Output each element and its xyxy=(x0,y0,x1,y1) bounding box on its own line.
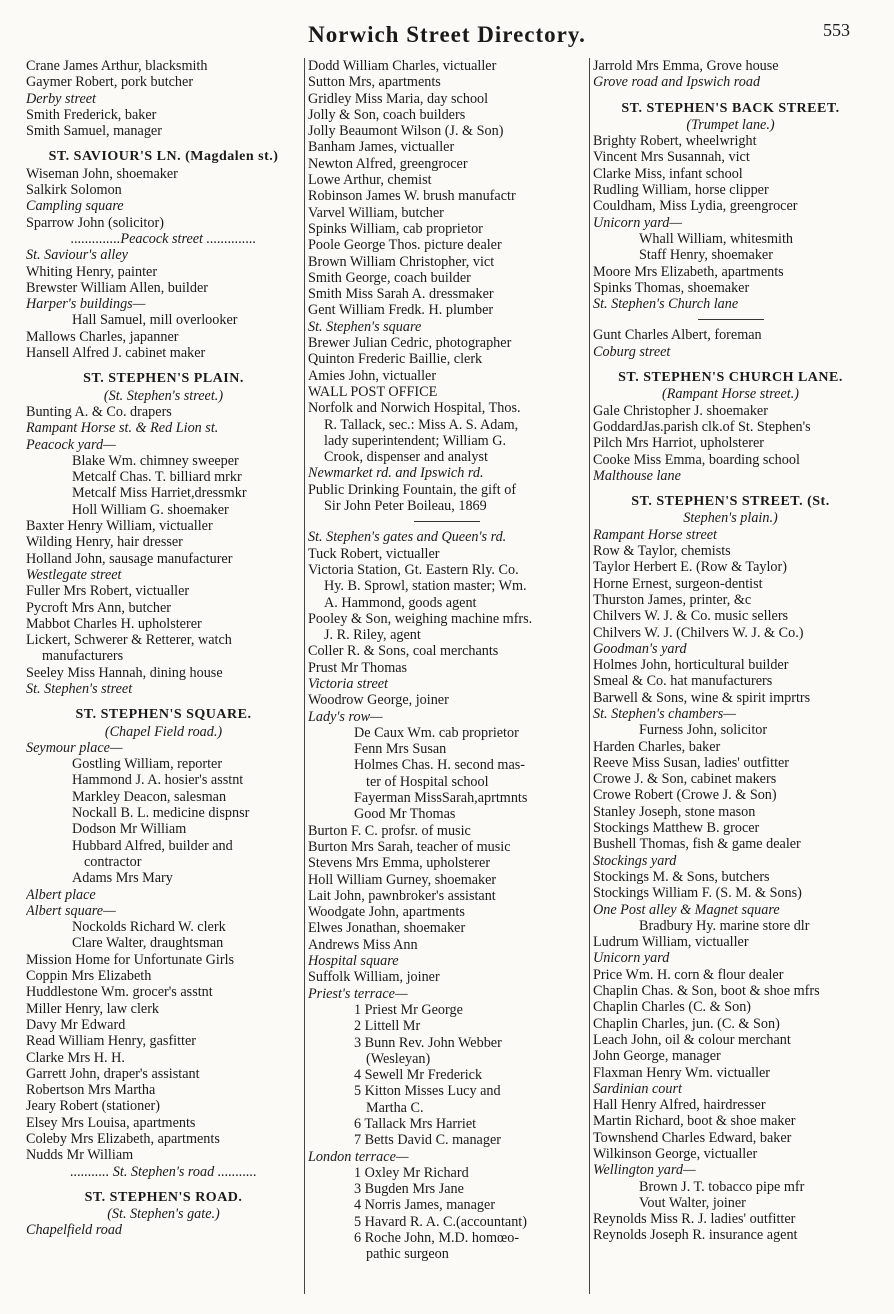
directory-entry: Bunting A. & Co. drapers xyxy=(26,403,172,420)
directory-entry: Wilding Henry, hair dresser xyxy=(26,534,183,551)
directory-entry: Seeley Miss Hannah, dining house xyxy=(26,664,223,681)
directory-entry: Blake Wm. chimney sweeper xyxy=(72,452,239,469)
street-reference: Lady's row— xyxy=(308,708,383,725)
street-subheading: (Trumpet lane.) xyxy=(686,116,775,133)
directory-entry: 6 Roche John, M.D. homœo- xyxy=(354,1230,520,1247)
directory-entry: Bradbury Hy. marine store dlr xyxy=(639,917,810,934)
directory-entry: Reynolds Miss R. J. ladies' outfitter xyxy=(593,1211,796,1228)
directory-entry: Gostling William, reporter xyxy=(72,756,223,773)
directory-entry: Smith Miss Sarah A. dressmaker xyxy=(308,286,494,303)
street-subheading: (Chapel Field road.) xyxy=(104,723,223,740)
directory-entry: Holmes John, horticultural builder xyxy=(593,657,789,674)
directory-entry: Brewer Julian Cedric, photographer xyxy=(308,335,512,352)
directory-entry: Flaxman Henry Wm. victualler xyxy=(593,1064,771,1081)
directory-entry: Miller Henry, law clerk xyxy=(26,1000,160,1017)
street-reference: Campling square xyxy=(26,198,124,215)
directory-entry: Smeal & Co. hat manufacturers xyxy=(593,673,773,690)
directory-entry: Furness John, solicitor xyxy=(639,722,768,739)
street-reference: Hospital square xyxy=(308,953,399,970)
directory-entry: Horne Ernest, surgeon-dentist xyxy=(593,575,763,592)
directory-entry: Chilvers W. J. (Chilvers W. J. & Co.) xyxy=(593,624,804,641)
directory-entry: Burton Mrs Sarah, teacher of music xyxy=(308,838,511,855)
directory-entry: Woodgate John, apartments xyxy=(308,904,465,921)
directory-entry: Price Wm. H. corn & flour dealer xyxy=(593,966,784,983)
street-reference: Albert place xyxy=(26,886,96,903)
directory-entry: 5 Kitton Misses Lucy and xyxy=(354,1083,501,1100)
directory-entry: 1 Priest Mr George xyxy=(354,1001,463,1018)
directory-entry: Tuck Robert, victualler xyxy=(308,545,440,562)
street-reference: Westlegate street xyxy=(26,566,122,583)
directory-entry: Metcalf Chas. T. billiard mrkr xyxy=(72,469,242,486)
directory-entry: Nockall B. L. medicine dispnsr xyxy=(72,805,250,822)
directory-entry: Reynolds Joseph R. insurance agent xyxy=(593,1227,798,1244)
street-heading: ST. STEPHEN'S STREET. (St. xyxy=(631,494,830,510)
directory-entry: Leach John, oil & colour merchant xyxy=(593,1031,791,1048)
directory-entry: Suffolk William, joiner xyxy=(308,969,440,986)
directory-entry: Mallows Charles, japanner xyxy=(26,328,179,345)
directory-entry: Holmes Chas. H. second mas- xyxy=(354,757,526,774)
directory-entry: Vincent Mrs Susannah, vict xyxy=(593,149,750,166)
directory-entry: Huddlestone Wm. grocer's asstnt xyxy=(26,984,213,1001)
directory-entry: Holl William Gurney, shoemaker xyxy=(308,871,497,888)
directory-entry: Crane James Arthur, blacksmith xyxy=(26,58,208,74)
directory-entry: Clare Walter, draughtsman xyxy=(72,935,224,952)
street-reference: Sardinian court xyxy=(593,1080,682,1097)
section-rule xyxy=(414,521,480,522)
directory-entry: Varvel William, butcher xyxy=(308,204,444,221)
directory-entry: Brewster William Allen, builder xyxy=(26,279,208,296)
directory-entry: Pycroft Mrs Ann, butcher xyxy=(26,599,172,616)
directory-entry: Stockings Matthew B. grocer xyxy=(593,820,760,837)
directory-entry: Hall Henry Alfred, hairdresser xyxy=(593,1097,766,1114)
directory-entry: Coller R. & Sons, coal merchants xyxy=(308,643,499,660)
street-reference: St. Stephen's chambers— xyxy=(593,705,736,722)
directory-entry: 3 Bugden Mrs Jane xyxy=(354,1181,464,1198)
directory-entry: Nockolds Richard W. clerk xyxy=(72,919,226,936)
street-heading: ST. STEPHEN'S PLAIN. xyxy=(83,371,244,387)
directory-entry: Andrews Miss Ann xyxy=(308,936,418,953)
page-header xyxy=(0,18,894,52)
street-reference: Rampant Horse street xyxy=(593,526,717,543)
directory-entry: Moore Mrs Elizabeth, apartments xyxy=(593,263,784,280)
directory-entry: Stanley Joseph, stone mason xyxy=(593,803,756,820)
directory-entry: Pilch Mrs Harriot, upholsterer xyxy=(593,435,765,452)
directory-entry: GoddardJas.parish clk.of St. Stephen's xyxy=(593,418,811,435)
street-heading: ST. STEPHEN'S SQUARE. xyxy=(75,707,252,723)
column-left xyxy=(26,58,301,1294)
directory-entry: Pooley & Son, weighing machine mfrs. xyxy=(308,610,533,627)
street-crossing: ..............Peacock street .............. xyxy=(70,230,257,247)
directory-entry: Salkirk Solomon xyxy=(26,182,122,199)
directory-entry: Spinks Thomas, shoemaker xyxy=(593,279,750,296)
directory-entry: Coppin Mrs Elizabeth xyxy=(26,968,152,985)
directory-entry: Newton Alfred, greengrocer xyxy=(308,155,468,172)
directory-entry: 2 Littell Mr xyxy=(354,1018,421,1035)
directory-entry: John George, manager xyxy=(593,1048,721,1065)
directory-entry: Dodson Mr William xyxy=(72,821,187,838)
street-reference: Peacock yard— xyxy=(26,436,116,453)
street-subheading: (St. Stephen's gate.) xyxy=(107,1206,220,1223)
street-reference: St. Stephen's street xyxy=(26,680,133,697)
directory-entry: pathic surgeon xyxy=(366,1246,449,1263)
directory-entry: Coleby Mrs Elizabeth, apartments xyxy=(26,1131,220,1147)
directory-entry: Mabbot Charles H. upholsterer xyxy=(26,615,202,632)
directory-entry: Gunt Charles Albert, foreman xyxy=(593,327,762,344)
street-reference: Newmarket rd. and Ipswich rd. xyxy=(308,465,484,482)
directory-entry: Hammond J. A. hosier's asstnt xyxy=(72,772,244,789)
street-reference: Harper's buildings— xyxy=(26,296,146,313)
directory-entry: Harden Charles, baker xyxy=(593,738,721,755)
directory-entry: Crowe J. & Son, cabinet makers xyxy=(593,771,777,788)
page-number: 553 xyxy=(823,20,850,40)
directory-entry: Stockings William F. (S. M. & Sons) xyxy=(593,885,802,902)
directory-entry: Clarke Mrs H. H. xyxy=(26,1049,125,1066)
directory-entry: Fenn Mrs Susan xyxy=(354,741,447,758)
directory-entry: Townshend Charles Edward, baker xyxy=(593,1129,792,1146)
directory-entry: Bushell Thomas, fish & game dealer xyxy=(593,836,801,853)
directory-entry: Norfolk and Norwich Hospital, Thos. xyxy=(308,400,521,417)
street-reference: Malthouse lane xyxy=(593,467,681,484)
street-subheading: Stephen's plain.) xyxy=(683,510,778,527)
street-reference: St. Stephen's square xyxy=(308,318,422,335)
directory-entry: 4 Norris James, manager xyxy=(354,1197,496,1214)
directory-entry: Metcalf Miss Harriet,dressmkr xyxy=(72,485,247,502)
street-reference: Unicorn yard xyxy=(593,950,670,967)
street-heading: ST. STEPHEN'S CHURCH LANE. xyxy=(618,370,843,386)
street-reference: Rampant Horse st. & Red Lion st. xyxy=(26,420,219,437)
directory-entry: 7 Betts David C. manager xyxy=(354,1132,501,1149)
directory-entry: Robertson Mrs Martha xyxy=(26,1082,156,1099)
directory-entry: 4 Sewell Mr Frederick xyxy=(354,1067,483,1084)
directory-entry: Stockings M. & Sons, butchers xyxy=(593,868,770,885)
directory-entry: Cooke Miss Emma, boarding school xyxy=(593,451,800,468)
directory-entry: A. Hammond, goods agent xyxy=(324,594,477,611)
directory-entry: Holland John, sausage manufacturer xyxy=(26,550,233,567)
street-subheading: (Rampant Horse street.) xyxy=(662,386,799,403)
directory-entry: Poole George Thos. picture dealer xyxy=(308,237,502,254)
column-middle xyxy=(308,58,586,1294)
street-reference: Priest's terrace— xyxy=(308,985,408,1002)
directory-entry: Brown J. T. tobacco pipe mfr xyxy=(639,1178,805,1195)
directory-entry: Adams Mrs Mary xyxy=(72,870,173,887)
directory-entry: Prust Mr Thomas xyxy=(308,659,408,676)
directory-entry: Brighty Robert, wheelwright xyxy=(593,133,757,150)
street-subheading: (St. Stephen's street.) xyxy=(103,387,224,404)
directory-entry: Woodrow George, joiner xyxy=(308,692,449,709)
directory-entry: Hy. B. Sprowl, station master; Wm. xyxy=(324,578,527,595)
column-right xyxy=(593,58,868,1294)
directory-entry: Reeve Miss Susan, ladies' outfitter xyxy=(593,754,790,771)
directory-entry: De Caux Wm. cab proprietor xyxy=(354,724,519,741)
directory-entry: Gent William Fredk. H. plumber xyxy=(308,302,494,319)
directory-entry: Sutton Mrs, apartments xyxy=(308,74,441,91)
street-reference: St. Stephen's Church lane xyxy=(593,296,739,313)
directory-entry: Gaymer Robert, pork butcher xyxy=(26,74,194,91)
directory-entry: Smith George, coach builder xyxy=(308,269,471,286)
directory-entry: Robinson James W. brush manufactr xyxy=(308,188,516,205)
street-reference: Coburg street xyxy=(593,343,671,360)
directory-entry: Garrett John, draper's assistant xyxy=(26,1065,200,1082)
directory-entry: ter of Hospital school xyxy=(366,773,489,790)
street-reference: London terrace— xyxy=(308,1148,409,1165)
column-divider xyxy=(589,58,590,1294)
directory-entry: Chaplin Chas. & Son, boot & shoe mfrs xyxy=(593,983,820,1000)
section-rule xyxy=(698,319,764,320)
directory-entry: Jolly Beaumont Wilson (J. & Son) xyxy=(308,123,504,140)
street-reference: Chapelfield road xyxy=(26,1222,123,1239)
directory-entry: Victoria Station, Gt. Eastern Rly. Co. xyxy=(308,561,519,578)
street-reference: Albert square— xyxy=(26,902,116,919)
directory-entry: Lait John, pawnbroker's assistant xyxy=(308,887,496,904)
directory-entry: Dodd William Charles, victualler xyxy=(308,58,497,74)
directory-entry: lady superintendent; William G. xyxy=(324,432,506,449)
directory-entry: Holl William G. shoemaker xyxy=(72,501,229,518)
street-reference: Wellington yard— xyxy=(593,1162,696,1179)
street-heading: ST. SAVIOUR'S LN. (Magdalen st.) xyxy=(48,149,279,165)
directory-entry: Row & Taylor, chemists xyxy=(593,543,731,560)
directory-entry: Chaplin Charles, jun. (C. & Son) xyxy=(593,1015,780,1032)
street-reference: Stockings yard xyxy=(593,852,677,869)
directory-entry: Martin Richard, boot & shoe maker xyxy=(593,1113,796,1130)
directory-entry: Ludrum William, victualler xyxy=(593,934,749,951)
street-reference: St. Stephen's gates and Queen's rd. xyxy=(308,529,507,546)
street-heading: ST. STEPHEN'S ROAD. xyxy=(84,1189,243,1205)
directory-entry: Sir John Peter Boileau, 1869 xyxy=(324,498,487,515)
directory-entry: Banham James, victualler xyxy=(308,139,455,156)
directory-entry: R. Tallack, sec.: Miss A. S. Adam, xyxy=(324,416,519,433)
directory-entry: Gale Christopher J. shoemaker xyxy=(593,402,768,419)
directory-entry: (Wesleyan) xyxy=(366,1050,431,1067)
directory-columns xyxy=(26,58,868,1294)
street-reference: One Post alley & Magnet square xyxy=(593,901,780,918)
directory-entry: Jeary Robert (stationer) xyxy=(26,1098,160,1115)
directory-entry: Hansell Alfred J. cabinet maker xyxy=(26,345,206,362)
directory-entry: Crook, dispenser and analyst xyxy=(324,449,488,466)
directory-entry: Smith Frederick, baker xyxy=(26,106,157,123)
street-reference: Victoria street xyxy=(308,675,388,692)
directory-entry: Mission Home for Unfortunate Girls xyxy=(26,951,235,968)
directory-entry: Baxter Henry William, victualler xyxy=(26,518,213,535)
column-divider xyxy=(304,58,305,1294)
street-reference: Derby street xyxy=(26,90,96,107)
directory-entry: Jolly & Son, coach builders xyxy=(308,106,466,123)
directory-entry: 3 Bunn Rev. John Webber xyxy=(354,1034,502,1051)
directory-entry: Vout Walter, joiner xyxy=(639,1194,746,1211)
directory-entry: Staff Henry, shoemaker xyxy=(639,247,773,264)
directory-entry: Lickert, Schwerer & Retterer, watch xyxy=(26,632,232,649)
directory-entry: Rudling William, horse clipper xyxy=(593,182,769,199)
directory-entry: Elwes Jonathan, shoemaker xyxy=(308,920,466,937)
directory-entry: manufacturers xyxy=(42,648,124,665)
street-heading: ST. STEPHEN'S BACK STREET. xyxy=(621,100,840,116)
directory-entry: Fuller Mrs Robert, victualler xyxy=(26,583,190,600)
page-title: Norwich Street Directory. xyxy=(308,22,586,47)
directory-entry: contractor xyxy=(84,853,142,870)
directory-entry: Nudds Mr William xyxy=(26,1147,134,1164)
directory-entry: 1 Oxley Mr Richard xyxy=(354,1164,469,1181)
street-reference: Unicorn yard— xyxy=(593,214,682,231)
directory-entry: Crowe Robert (Crowe J. & Son) xyxy=(593,787,777,804)
directory-entry: Good Mr Thomas xyxy=(354,806,456,823)
directory-entry: Couldham, Miss Lydia, greengrocer xyxy=(593,198,798,215)
directory-entry: Jarrold Mrs Emma, Grove house xyxy=(593,58,779,74)
directory-entry: Read William Henry, gasfitter xyxy=(26,1033,197,1050)
directory-entry: Hall Samuel, mill overlooker xyxy=(72,312,238,329)
directory-entry: Barwell & Sons, wine & spirit imprtrs xyxy=(593,689,811,706)
street-reference: Grove road and Ipswich road xyxy=(593,74,761,91)
directory-entry: Stevens Mrs Emma, upholsterer xyxy=(308,855,491,872)
directory-entry: 5 Havard R. A. C.(accountant) xyxy=(354,1213,527,1230)
directory-entry: Elsey Mrs Louisa, apartments xyxy=(26,1114,196,1131)
directory-entry: Davy Mr Edward xyxy=(26,1016,126,1033)
directory-entry: Public Drinking Fountain, the gift of xyxy=(308,481,517,498)
directory-entry: 6 Tallack Mrs Harriet xyxy=(354,1116,477,1132)
directory-entry: Gridley Miss Maria, day school xyxy=(308,90,489,107)
directory-entry: J. R. Riley, agent xyxy=(324,627,421,644)
directory-entry: Brown William Christopher, vict xyxy=(308,253,495,270)
directory-entry: Wilkinson George, victualler xyxy=(593,1146,758,1162)
directory-entry: Taylor Herbert E. (Row & Taylor) xyxy=(593,559,787,576)
directory-entry: Martha C. xyxy=(366,1099,424,1116)
directory-entry: Whiting Henry, painter xyxy=(26,263,158,280)
directory-entry: Fayerman MissSarah,aprtmnts xyxy=(354,790,528,807)
directory-entry: Chilvers W. J. & Co. music sellers xyxy=(593,608,789,625)
street-reference: St. Saviour's alley xyxy=(26,247,128,264)
street-reference: Seymour place— xyxy=(26,739,123,756)
directory-entry: Hubbard Alfred, builder and xyxy=(72,837,233,854)
directory-entry: Smith Samuel, manager xyxy=(26,123,162,140)
directory-entry: Wiseman John, shoemaker xyxy=(26,165,178,182)
directory-entry: Clarke Miss, infant school xyxy=(593,165,743,182)
directory-entry: Amies John, victualler xyxy=(308,367,437,384)
directory-entry: WALL POST OFFICE xyxy=(308,383,438,400)
directory-entry: Sparrow John (solicitor) xyxy=(26,214,164,231)
directory-entry: Burton F. C. profsr. of music xyxy=(308,822,471,839)
street-crossing: ........... St. Stephen's road ........... xyxy=(70,1163,257,1180)
directory-entry: Thurston James, printer, &c xyxy=(593,591,752,608)
directory-entry: Markley Deacon, salesman xyxy=(72,788,227,805)
directory-entry: Lowe Arthur, chemist xyxy=(308,172,432,189)
directory-entry: Spinks William, cab proprietor xyxy=(308,220,483,237)
directory-entry: Chaplin Charles (C. & Son) xyxy=(593,999,752,1016)
directory-entry: Whall William, whitesmith xyxy=(639,230,794,247)
street-reference: Goodman's yard xyxy=(593,640,687,657)
directory-entry: Quinton Frederic Baillie, clerk xyxy=(308,351,483,368)
